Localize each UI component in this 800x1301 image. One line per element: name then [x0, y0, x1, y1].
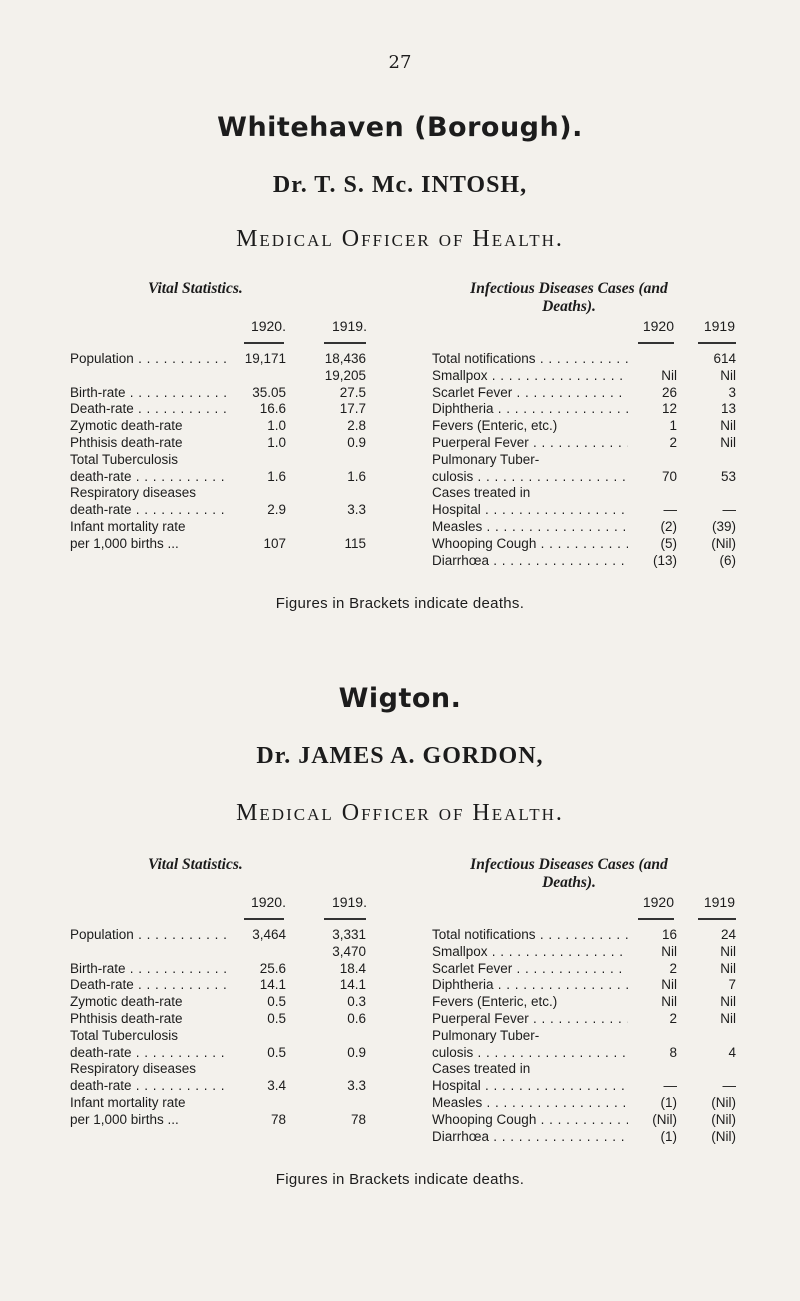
row-label: Infant mortality rate	[70, 1095, 186, 1110]
value-1919: Nil	[720, 960, 736, 976]
infectious-table-row	[432, 1094, 738, 1111]
infectious-title-line2: Deaths).	[542, 298, 596, 315]
value-1920: 35.05	[252, 384, 286, 400]
value-1919: 0.9	[347, 435, 366, 450]
value-1919: Nil	[720, 367, 736, 383]
row-label: Pulmonary Tuber-	[432, 1027, 540, 1043]
value-1920: (1)	[628, 1128, 677, 1145]
value-1919: 3	[728, 384, 736, 400]
value-1920: 3.4	[267, 1078, 286, 1094]
infectious-table-row	[432, 501, 738, 518]
row-label: per 1,000 births ...	[70, 535, 179, 551]
vital-table-row	[70, 417, 370, 434]
infectious-table-row	[432, 434, 738, 451]
row-label: death-rate . . .	[70, 501, 230, 518]
row-label: Phthisis death-rate	[70, 435, 183, 450]
value-1920: 1	[628, 417, 677, 434]
row-label: Whooping Cough . . .	[432, 535, 632, 552]
row-label: Birth-rate . . .	[70, 384, 230, 401]
value-1919: 53	[720, 468, 736, 484]
vital-table-row	[70, 1094, 370, 1111]
row-label: Total Tuberculosis	[70, 451, 179, 467]
value-1920: Nil	[628, 993, 677, 1010]
infectious-table-row	[432, 1027, 738, 1044]
value-1920: 25.6	[259, 960, 286, 976]
value-1920: 3,464	[252, 927, 286, 942]
row-label: Cases treated in	[432, 485, 531, 501]
row-label: Infant mortality rate	[70, 519, 186, 534]
section-2-doctor-heading: Dr. JAMES A. GORDON,	[256, 743, 544, 769]
row-label: Death-rate . . .	[70, 976, 230, 993]
infectious-rule-1919	[698, 918, 736, 920]
value-1920: 0.5	[267, 1044, 286, 1060]
value-1920: (2)	[628, 518, 677, 535]
vital-table-row	[70, 451, 370, 468]
value-1919: 4	[728, 1044, 736, 1060]
row-label: Zymotic death-rate	[70, 994, 183, 1010]
value-1919: (39)	[711, 519, 736, 534]
section-1-doctor-heading: Dr. T. S. Mc. INTOSH,	[272, 172, 528, 198]
infectious-table-row	[432, 993, 738, 1010]
value-1919: 3,331	[332, 927, 366, 942]
value-1920: 12	[628, 400, 677, 417]
infectious-table-row	[432, 451, 738, 468]
value-1920: 16	[628, 926, 677, 943]
infectious-diseases-title	[404, 856, 734, 892]
vital-year-1919: 1919.	[331, 894, 367, 910]
vital-table-row	[70, 960, 370, 977]
infectious-table-row	[432, 535, 738, 552]
infectious-table-row	[432, 1077, 738, 1094]
row-label: Diphtheria . . .	[432, 400, 632, 417]
vital-table-row	[70, 1060, 370, 1077]
value-1919: (Nil)	[711, 535, 736, 551]
vital-table-row	[70, 1111, 370, 1128]
infectious-table-row	[432, 417, 738, 434]
page-number: 27	[388, 52, 412, 73]
value-1919: 18,436	[324, 351, 366, 366]
vital-year-1919: 1919.	[331, 318, 367, 334]
infectious-table-row	[432, 468, 738, 485]
vital-table-row	[70, 350, 370, 367]
vital-table-row	[70, 535, 370, 552]
row-label: Population . . .	[70, 350, 230, 367]
row-label: Puerperal Fever . . .	[432, 1010, 632, 1027]
infectious-year-1920: 1920	[642, 894, 674, 910]
vital-rule-1919	[324, 342, 366, 344]
value-1920: 70	[628, 468, 677, 485]
value-1919: Nil	[720, 1011, 736, 1026]
row-label: Total notifications . . .	[432, 926, 632, 943]
value-1919: 3.3	[347, 502, 366, 518]
row-label: Population . . .	[70, 926, 230, 943]
row-label: Smallpox . . .	[432, 367, 632, 384]
value-1919: 78	[350, 1111, 366, 1127]
value-1919: 19,205	[324, 367, 366, 383]
infectious-title-line1: Infectious Diseases Cases (and	[470, 280, 668, 297]
value-1920: 2	[628, 1010, 677, 1027]
infectious-table-row	[432, 1128, 738, 1145]
value-1920: 8	[628, 1044, 677, 1061]
section-2-office-heading: Medical Officer of Health.	[236, 800, 564, 826]
row-label: Respiratory diseases	[70, 1061, 197, 1077]
vital-rule-1920	[244, 342, 284, 344]
row-label: Total Tuberculosis	[70, 1027, 179, 1043]
section-1-footer-note: Figures in Brackets indicate deaths.	[275, 595, 525, 612]
row-label: Zymotic death-rate	[70, 418, 183, 434]
section-2-town-heading: Wigton.	[338, 683, 462, 714]
vital-table-row	[70, 1010, 370, 1027]
value-1920: 1.6	[267, 468, 286, 484]
infectious-table-row	[432, 384, 738, 401]
row-label: Phthisis death-rate	[70, 1011, 183, 1026]
value-1919: 3,470	[332, 943, 366, 959]
value-1919: 14.1	[339, 977, 366, 993]
value-1919: 115	[344, 535, 366, 551]
infectious-year-1919: 1919	[703, 894, 735, 910]
vital-table-row	[70, 1077, 370, 1094]
value-1919: Nil	[720, 435, 736, 450]
value-1920: 2	[628, 960, 677, 977]
infectious-table-row	[432, 1111, 738, 1128]
value-1919: (6)	[719, 552, 736, 568]
value-1920: 2.9	[267, 502, 286, 518]
infectious-table-row	[432, 976, 738, 993]
infectious-rule-1919	[698, 342, 736, 344]
value-1920: 78	[270, 1111, 286, 1127]
vital-rule-1919	[324, 918, 366, 920]
row-label: Total notifications . . .	[432, 350, 632, 367]
row-label: Whooping Cough . . .	[432, 1111, 632, 1128]
value-1920: 14.1	[259, 977, 286, 993]
value-1919: —	[722, 1078, 736, 1094]
row-label: Respiratory diseases	[70, 485, 197, 501]
vital-table-row	[70, 468, 370, 485]
vital-rule-1920	[244, 918, 284, 920]
row-label: death-rate . . .	[70, 1044, 230, 1061]
value-1919: 1.6	[347, 468, 366, 484]
value-1920: (13)	[628, 552, 677, 569]
infectious-table-row	[432, 960, 738, 977]
row-label: Diphtheria . . .	[432, 976, 632, 993]
row-label: Hospital . . .	[432, 501, 632, 518]
row-label: Measles . . .	[432, 1094, 632, 1111]
infectious-rule-1920	[638, 342, 674, 344]
value-1920: —	[628, 1077, 677, 1094]
value-1920: 0.5	[267, 994, 286, 1010]
vital-year-1920: 1920.	[250, 318, 286, 334]
value-1919: 3.3	[347, 1078, 366, 1094]
value-1919: Nil	[720, 943, 736, 959]
value-1920: 26	[628, 384, 677, 401]
section-1-town-heading: Whitehaven (Borough).	[217, 112, 583, 143]
infectious-table-row	[432, 1060, 738, 1077]
value-1920: (5)	[628, 535, 677, 552]
row-label: Fevers (Enteric, etc.)	[432, 418, 558, 434]
row-label: Scarlet Fever . . .	[432, 960, 632, 977]
row-label: Fevers (Enteric, etc.)	[432, 994, 558, 1010]
row-label: Diarrhœa . . .	[432, 1128, 632, 1145]
vital-table-row	[70, 484, 370, 501]
vital-table-row	[70, 993, 370, 1010]
value-1919: 24	[720, 927, 736, 942]
value-1920: 1.0	[267, 435, 286, 450]
value-1919: 27.5	[339, 384, 366, 400]
infectious-table-row	[432, 926, 738, 943]
value-1919: (Nil)	[711, 1095, 736, 1110]
row-label: Scarlet Fever . . .	[432, 384, 632, 401]
value-1919: (Nil)	[711, 1128, 736, 1144]
row-label: culosis . . .	[432, 1044, 632, 1061]
vital-table-row	[70, 1044, 370, 1061]
row-label: Birth-rate . . .	[70, 960, 230, 977]
infectious-rule-1920	[638, 918, 674, 920]
value-1920: Nil	[628, 976, 677, 993]
value-1919: (Nil)	[711, 1111, 736, 1127]
vital-table-row	[70, 400, 370, 417]
value-1919: 2.8	[347, 418, 366, 434]
row-label: culosis . . .	[432, 468, 632, 485]
infectious-table-row	[432, 350, 738, 367]
infectious-table-row	[432, 1044, 738, 1061]
infectious-diseases-title	[404, 280, 734, 316]
value-1919: Nil	[720, 418, 736, 434]
infectious-table-row	[432, 367, 738, 384]
value-1919: 0.6	[347, 1011, 366, 1026]
vital-year-1920: 1920.	[250, 894, 286, 910]
infectious-year-1920: 1920	[642, 318, 674, 334]
value-1919: 13	[720, 401, 736, 417]
value-1919: 614	[713, 351, 736, 366]
infectious-title-line1: Infectious Diseases Cases (and	[470, 856, 668, 873]
value-1919: —	[722, 502, 736, 518]
row-label: death-rate . . .	[70, 468, 230, 485]
value-1919: 0.9	[347, 1044, 366, 1060]
value-1920: 19,171	[244, 351, 286, 366]
infectious-year-1919: 1919	[703, 318, 735, 334]
infectious-table-row	[432, 400, 738, 417]
value-1920: 16.6	[259, 401, 286, 417]
infectious-table-row	[432, 552, 738, 569]
value-1919: 18.4	[339, 960, 366, 976]
row-label: Cases treated in	[432, 1061, 531, 1077]
vital-table-row	[70, 501, 370, 518]
infectious-table-row	[432, 943, 738, 960]
row-label: per 1,000 births ...	[70, 1111, 179, 1127]
row-label: death-rate . . .	[70, 1077, 230, 1094]
vital-table-row	[70, 1027, 370, 1044]
vital-table-row	[70, 367, 370, 384]
value-1920: —	[628, 501, 677, 518]
infectious-table-row	[432, 518, 738, 535]
row-label: Diarrhœa . . .	[432, 552, 632, 569]
infectious-table-row	[432, 1010, 738, 1027]
row-label: Pulmonary Tuber-	[432, 451, 540, 467]
value-1920: 2	[628, 434, 677, 451]
value-1920: (1)	[628, 1094, 677, 1111]
row-label: Measles . . .	[432, 518, 632, 535]
value-1920: (Nil)	[628, 1111, 677, 1128]
value-1920: Nil	[628, 367, 677, 384]
section-2-footer-note: Figures in Brackets indicate deaths.	[275, 1171, 525, 1188]
value-1919: 17.7	[339, 401, 366, 417]
value-1920: 0.5	[267, 1011, 286, 1026]
vital-table-row	[70, 943, 370, 960]
vital-table-row	[70, 976, 370, 993]
row-label: Smallpox . . .	[432, 943, 632, 960]
value-1919: 0.3	[347, 994, 366, 1010]
vital-table-row	[70, 434, 370, 451]
infectious-table-row	[432, 484, 738, 501]
section-1-office-heading: Medical Officer of Health.	[236, 226, 564, 252]
row-label: Puerperal Fever . . .	[432, 434, 632, 451]
vital-table-row	[70, 926, 370, 943]
value-1919: Nil	[720, 994, 736, 1010]
infectious-title-line2: Deaths).	[542, 874, 596, 891]
value-1919: 7	[728, 977, 736, 993]
vital-table-row	[70, 384, 370, 401]
value-1920: Nil	[628, 943, 677, 960]
value-1920: 1.0	[267, 418, 286, 434]
row-label: Death-rate . . .	[70, 400, 230, 417]
row-label: Hospital . . .	[432, 1077, 632, 1094]
value-1920: 107	[263, 535, 286, 551]
vital-statistics-title: Vital Statistics.	[148, 856, 243, 873]
vital-table-row	[70, 518, 370, 535]
vital-statistics-title: Vital Statistics.	[148, 280, 243, 297]
